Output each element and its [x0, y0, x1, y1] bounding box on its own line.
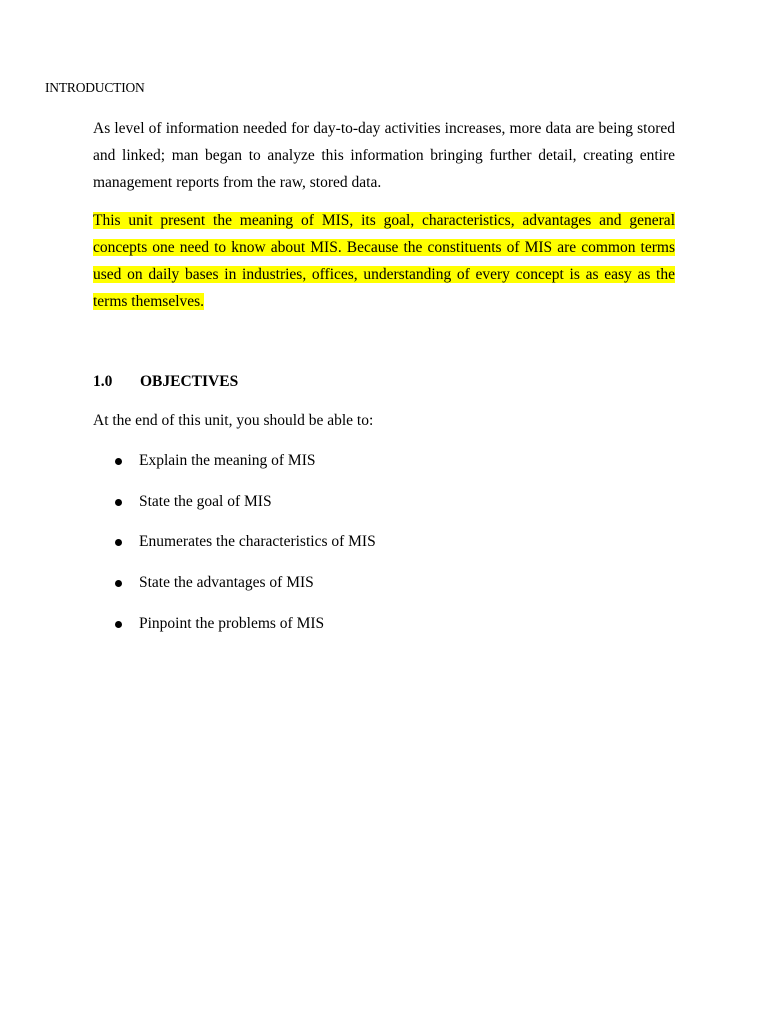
- bullet-icon: [115, 621, 122, 628]
- section-title: OBJECTIVES: [140, 373, 239, 390]
- bullet-icon: [115, 539, 122, 546]
- bullet-icon: [115, 580, 122, 587]
- objectives-lead-text: At the end of this unit, you should be able to:: [93, 412, 374, 429]
- objective-text: Enumerates the characteristics of MIS: [139, 533, 376, 551]
- section-number: 1.0: [93, 373, 113, 390]
- objective-text: State the goal of MIS: [139, 492, 272, 510]
- introduction-heading: INTRODUCTION: [45, 80, 145, 95]
- bullet-icon: [115, 458, 122, 465]
- introduction-paragraph: As level of information needed for day-to-day activities increases, more data are being stored and linked; man began to analyze this information bringing further detail, creating entire management reports from the raw, stored data.: [93, 120, 675, 191]
- highlighted-text: This unit present the meaning of MIS, its goal, characteristics, advantages and general concepts one need to know about MIS. Because the constituents of MIS are common terms used on daily bases in industries, offices, understanding of every concept is as easy as the terms themselves.: [93, 212, 675, 310]
- objectives-heading: [93, 373, 238, 391]
- objective-text: State the advantages of MIS: [139, 574, 314, 592]
- highlighted-paragraph: [93, 207, 675, 315]
- objective-text: Explain the meaning of MIS: [139, 452, 316, 469]
- objective-text: Pinpoint the problems of MIS: [139, 614, 325, 632]
- bullet-icon: [115, 499, 122, 506]
